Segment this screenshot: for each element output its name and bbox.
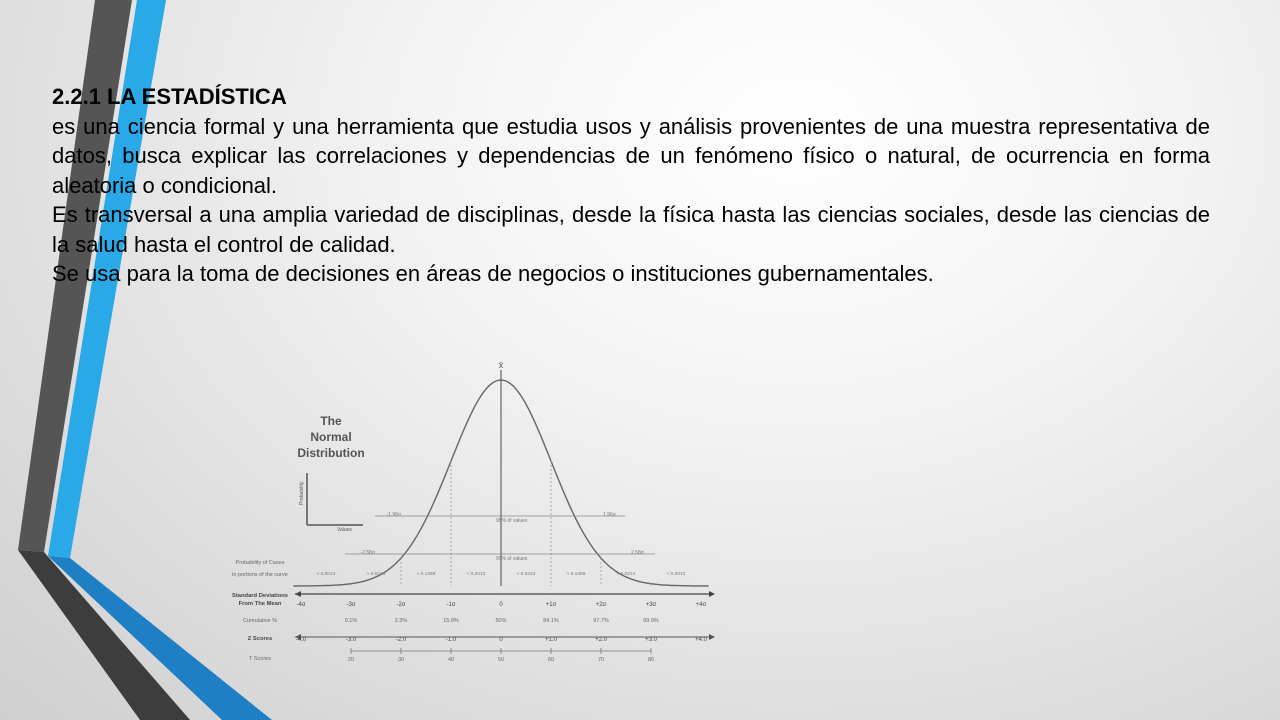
mean-symbol: x̄ [498,360,504,370]
sd-row-label: Standard Deviations [231,593,289,599]
figure-title-line: The [320,414,342,428]
band-99-label: 99% of values [496,556,528,562]
cumulative-value: 97.7% [593,618,609,624]
sd-tick-label: -1σ [446,602,456,608]
t-score-label: 60 [547,657,555,663]
z-axis-arrow-right [709,634,715,640]
probability-value: ≈ 0.0013 [666,572,686,577]
z-score-label: -3.0 [345,637,357,643]
cumulative-value: 99.9% [643,618,659,624]
sd-axis-arrow-left [295,591,301,597]
z-score-label: +1.0 [545,637,557,643]
mini-probability-axes [299,473,363,533]
cumulative-value: 2.3% [394,618,408,624]
sd-axis-arrow-right [709,591,715,597]
probability-value: ≈ 0.0013 [316,572,336,577]
z-score-label: 0 [499,637,503,643]
score-rows [232,560,715,663]
paragraph-definition: es una ciencia formal y una herramienta que estudia usos y análisis provenientes de una muestra representativa de datos, busca explicar las correlaciones y dependencias de un fenómeno físico o natural, de ocurrencia en forma aleatoria o condicional. [52,113,1210,198]
figure-title-line: Normal [310,430,352,444]
sd-tick-label: +4σ [695,602,707,608]
t-row-label: T Scores [249,656,271,662]
band-95-left-mark: -1.96σ [386,512,401,518]
probability-value: ≈ 0.3413 [466,572,486,577]
z-score-label: +2.0 [595,637,607,643]
probability-value: ≈ 0.0214 [616,572,636,577]
sd-tick-label: -3σ [346,602,356,608]
probability-value: ≈ 0.1359 [566,572,586,577]
slide-heading: 2.2.1 LA ESTADÍSTICA [52,84,287,109]
confidence-bands [345,512,655,562]
z-score-label: -2.0 [395,637,407,643]
band-95-right-mark: 1.96σ [603,512,616,518]
cumulative-value: 84.1% [543,618,559,624]
t-score-label: 30 [397,657,405,663]
z-row-label: Z Scores [247,636,273,642]
sd-tick-label: -2σ [396,602,406,608]
z-score-label: +4.0 [695,637,707,643]
mini-y-label: Probability [299,481,305,505]
z-score-label: -4.0 [295,637,307,643]
sd-tick-label: +3σ [645,602,657,608]
slide-content [52,82,1210,289]
band-95-label: 95% of values [496,518,528,524]
normal-distribution-figure [205,355,720,665]
probability-row-label: Probability of Cases [235,560,285,566]
figure-title-line: Distribution [297,446,365,460]
mini-x-label: Values [337,527,352,533]
t-score-label: 40 [447,657,455,663]
t-score-label: 70 [597,657,605,663]
sd-tick-label: 0 [499,602,503,608]
probability-value: ≈ 0.3413 [516,572,536,577]
z-score-label: +3.0 [645,637,657,643]
paragraph-transversal: Es transversal a una amplia variedad de disciplinas, desde la física hasta las ciencias sociales, desde las ciencias de la salud hasta el control de calidad. [52,202,1210,257]
paragraph-usage: Se usa para la toma de decisiones en áreas de negocios o instituciones gubernamentales. [52,261,934,286]
cumulative-value: 15.9% [443,618,459,624]
probability-row-label: in portions of the curve [232,572,288,578]
probability-value: ≈ 0.0214 [366,572,386,577]
t-score-label: 50 [497,657,505,663]
sd-tick-label: +2σ [595,602,607,608]
sd-row-label: From The Mean [238,601,282,607]
figure-title [297,414,364,460]
probability-value: ≈ 0.1359 [416,572,436,577]
sd-tick-label: +1σ [545,602,557,608]
bell-curve [294,360,709,586]
cumulative-value: 0.1% [344,618,358,624]
band-99-left-mark: -2.58σ [360,550,375,556]
t-score-label: 80 [647,657,655,663]
z-score-label: -1.0 [445,637,457,643]
sd-tick-label: -4σ [296,602,306,608]
band-99-right-mark: 2.58σ [631,550,644,556]
cumulative-value: 50% [495,618,507,624]
cumulative-row-label: Cumulative % [243,618,277,624]
t-score-label: 20 [347,657,355,663]
